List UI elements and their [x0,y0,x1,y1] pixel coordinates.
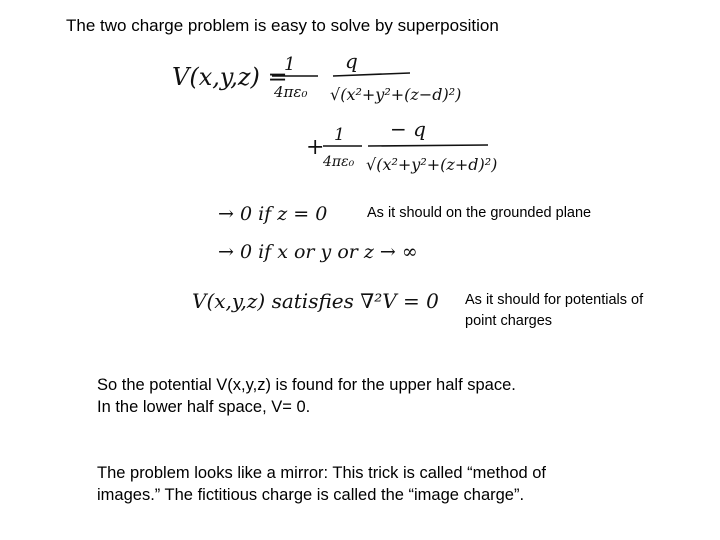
note-point-charges-line1: As it should for potentials of [465,292,644,308]
term2-prefactor-numerator: 1 [334,125,345,145]
term1-prefactor-numerator: 1 [284,54,296,75]
term2-numerator: − q [390,117,426,141]
term2-denominator: √(x²+y²+(z+d)²) [366,155,498,174]
note-grounded-plane: As it should on the grounded plane [367,205,592,221]
condition-infinity: → 0 if x or y or z → ∞ [218,241,418,263]
condition-laplace: V(x,y,z) satisfies ∇²V = 0 [192,289,439,313]
paragraph2-line2: images.” The fictitious charge is called the “image charge”. [97,486,525,504]
term1-denominator: √(x²+y²+(z−d)²) [330,85,462,104]
term1-numerator: q [345,49,358,73]
paragraph-method-of-images [97,462,546,506]
term1-fraction-bar [333,73,410,76]
condition-grounded-plane: → 0 if z = 0 [218,203,328,225]
term2-plus: + [306,135,325,160]
term2-prefactor-denominator: 4πε₀ [323,154,355,170]
term2-fraction-bar [368,145,488,146]
paragraph1-line2: In the lower half space, V= 0. [97,398,311,416]
equation-lhs: V(x,y,z) = [172,63,288,91]
paragraph2-line1: The problem looks like a mirror: This trick is called “method of [97,464,547,482]
slide-title: The two charge problem is easy to solve by superposition [66,16,499,35]
term1-prefactor-denominator: 4πε₀ [274,83,308,101]
paragraph1-line1: So the potential V(x,y,z) is found for the upper half space. [97,376,516,394]
note-point-charges-line2: point charges [465,313,553,329]
note-point-charges [465,290,643,332]
paragraph-upper-half-space [97,374,516,418]
